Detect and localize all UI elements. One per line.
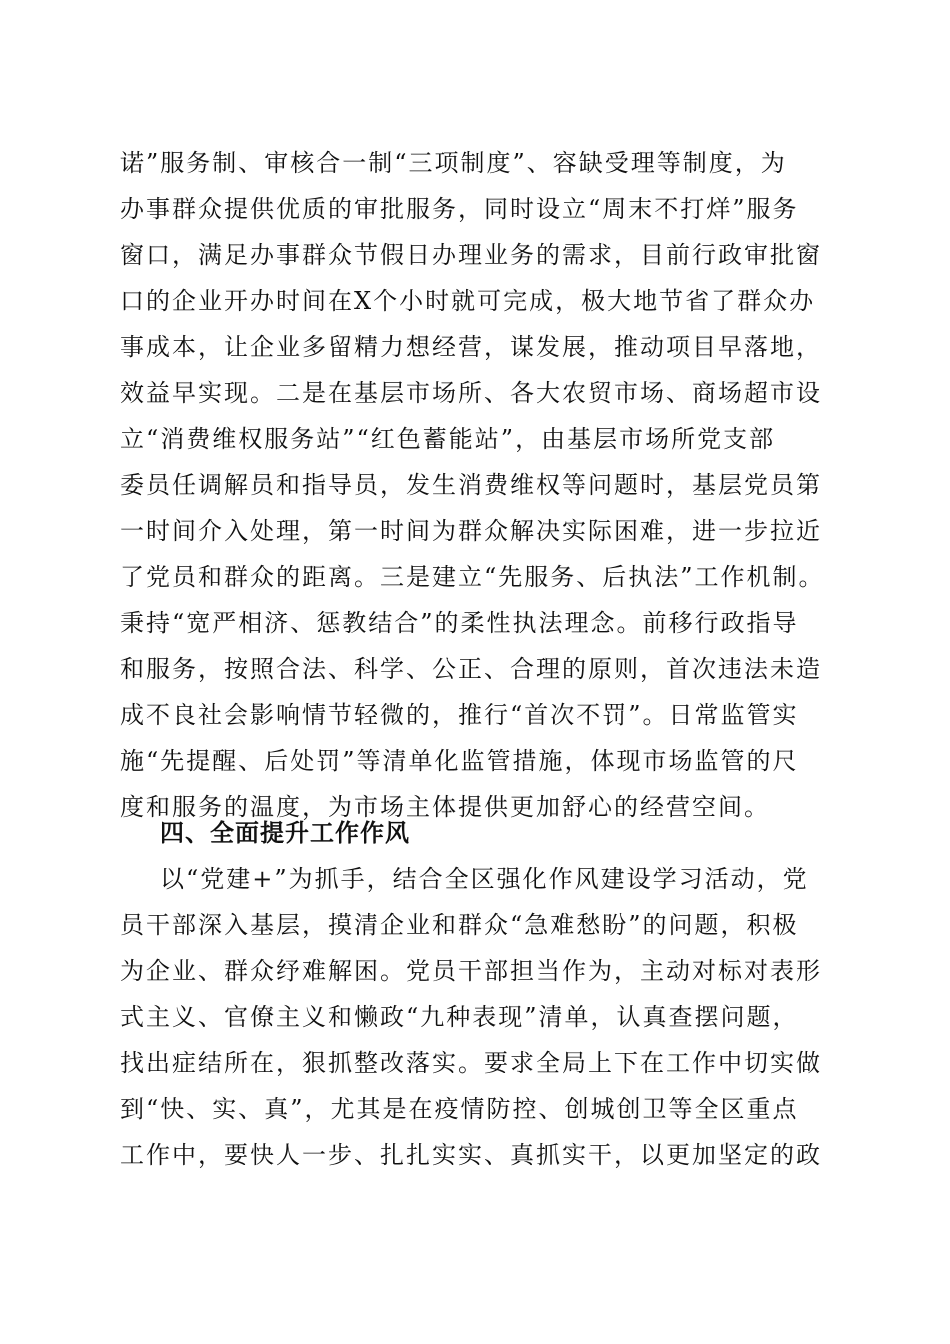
section-heading: 四、全面提升工作作风 xyxy=(160,819,410,847)
paragraph-line: 施“先提醒、后处罚”等清单化监管措施，体现市场监管的尺 xyxy=(120,747,799,775)
paragraph-line: 办事群众提供优质的审批服务，同时设立“周末不打烊”服务 xyxy=(120,195,799,223)
paragraph-line: 和服务，按照合法、科学、公正、合理的原则，首次违法未造 xyxy=(120,655,822,683)
paragraph-line: 委员任调解员和指导员，发生消费维权等问题时，基层党员第 xyxy=(120,471,822,499)
paragraph-line: 事成本，让企业多留精力想经营，谋发展，推动项目早落地， xyxy=(120,333,822,361)
paragraph-line: 度和服务的温度，为市场主体提供更加舒心的经营空间。 xyxy=(120,793,770,821)
paragraph-line: 窗口，满足办事群众节假日办理业务的需求，目前行政审批窗 xyxy=(120,241,822,269)
paragraph-line: 了党员和群众的距离。三是建立“先服务、后执法”工作机制。 xyxy=(120,563,825,591)
paragraph-line: 为企业、群众纾难解困。党员干部担当作为，主动对标对表形 xyxy=(120,957,822,985)
paragraph-line: 一时间介入处理，第一时间为群众解决实际困难，进一步拉近 xyxy=(120,517,822,545)
paragraph-line: 效益早实现。二是在基层市场所、各大农贸市场、商场超市设 xyxy=(120,379,822,407)
paragraph-line: 式主义、官僚主义和懒政“九种表现”清单，认真查摆问题， xyxy=(120,1003,799,1031)
paragraph-line: 工作中，要快人一步、扎扎实实、真抓实干，以更加坚定的政 xyxy=(120,1141,822,1169)
paragraph-line: 成不良社会影响情节轻微的，推行“首次不罚”。日常监管实 xyxy=(120,701,799,729)
paragraph-line: 秉持“宽严相济、惩教结合”的柔性执法理念。前移行政指导 xyxy=(120,609,799,637)
paragraph-line: 到“快、实、真”，尤其是在疫情防控、创城创卫等全区重点 xyxy=(120,1095,799,1123)
paragraph-line: 员干部深入基层，摸清企业和群众“急难愁盼”的问题，积极 xyxy=(120,911,799,939)
paragraph-line: 立“消费维权服务站”“红色蓄能站”，由基层市场所党支部 xyxy=(120,425,776,453)
paragraph-line: 口的企业开办时间在X个小时就可完成，极大地节省了群众办 xyxy=(120,287,816,315)
paragraph-line: 以“党建+”为抓手，结合全区强化作风建设学习活动，党 xyxy=(160,865,809,893)
paragraph-line: 找出症结所在，狠抓整改落实。要求全局上下在工作中切实做 xyxy=(120,1049,822,1077)
paragraph-line: 诺”服务制、审核合一制“三项制度”、容缺受理等制度，为 xyxy=(120,149,787,177)
